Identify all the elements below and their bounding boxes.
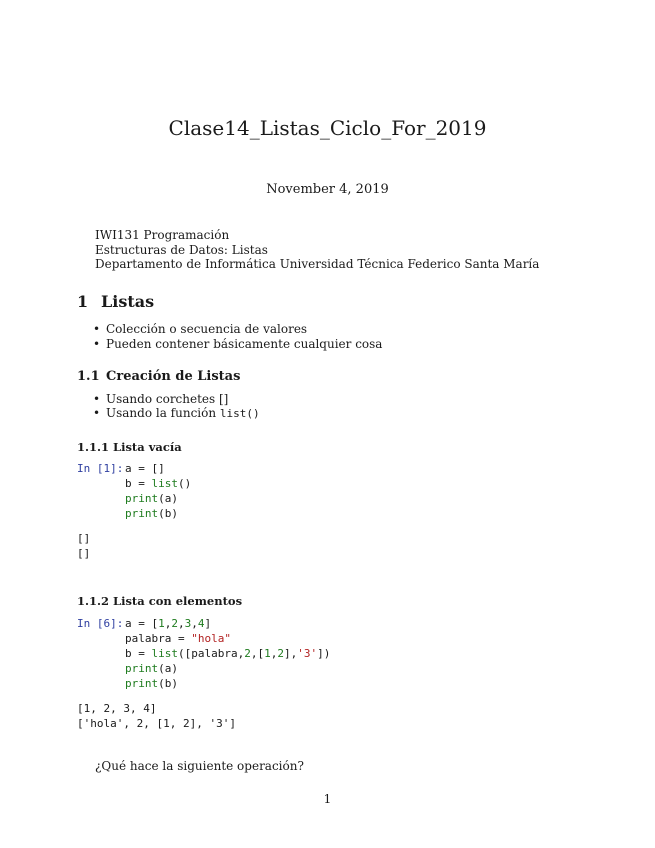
cell-output: ['hola', 2, [1, 2], '3'] [77,717,236,730]
code-line: b = list([palabra,2,[1,2],'3']) [125,647,331,660]
document-title: Clase14_Listas_Ciclo_For_2019 [168,116,487,140]
page-number: 1 [323,792,332,806]
code-line: print(b) [125,677,178,690]
code-line: palabra = "hola" [125,632,231,645]
section-heading-listas: 1 Listas [77,292,155,311]
code-line: a = [1,2,3,4] [125,617,212,630]
bullet-item: • Usando corchetes [] [93,392,229,406]
header-topic: Estructuras de Datos: Listas [95,243,268,257]
code-line: a = [] [125,462,165,475]
code-line: print(a) [125,492,178,505]
header-department: Departamento de Informática Universidad Técnica Federico Santa María [95,257,540,271]
document-date: November 4, 2019 [266,182,389,197]
header-course: IWI131 Programación [95,228,230,242]
bullet-item: • Usando la función list() [93,406,260,420]
cell-prompt: In [6]: [77,617,124,630]
code-line: print(a) [125,662,178,675]
code-line: print(b) [125,507,178,520]
subsubsection-heading-lista-con-elementos: 1.1.2 Lista con elementos [77,594,243,608]
cell-output: [] [77,547,91,560]
code-line: b = list() [125,477,192,490]
bullet-item: • Pueden contener básicamente cualquier cosa [93,337,383,351]
cell-output: [1, 2, 3, 4] [77,702,157,715]
question-text: ¿Qué hace la siguiente operación? [95,759,304,773]
cell-output: [] [77,532,91,545]
subsubsection-heading-lista-vacia: 1.1.1 Lista vacía [77,440,182,454]
cell-prompt: In [1]: [77,462,124,475]
bullet-item: • Colección o secuencia de valores [93,322,308,336]
subsection-heading-creacion: 1.1 Creación de Listas [77,369,241,384]
